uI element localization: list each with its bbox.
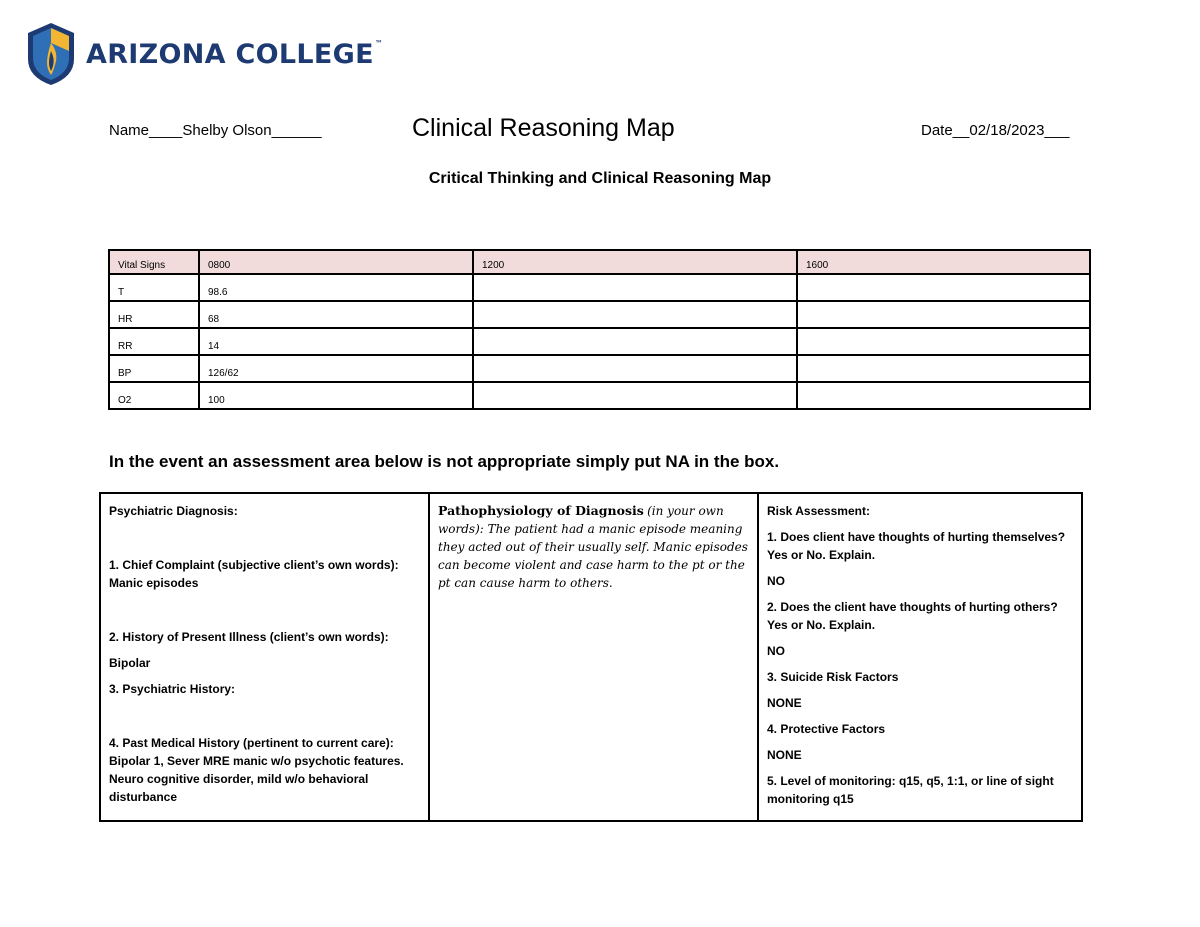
chief-complaint-value: Manic episodes (109, 576, 199, 590)
table-cell (473, 328, 797, 355)
pathophysiology-text: (in your own words): The patient had a manic episode meaning they acted out of their usually self. Manic episodes can become violent and case harm to the pt or the pt can cause harm to others. (438, 504, 748, 590)
header-row (0, 114, 1200, 148)
table-cell (797, 355, 1090, 382)
risk-question-3: 3. Suicide Risk Factors (767, 670, 899, 684)
past-medical-history-label: 4. Past Medical History (pertinent to current care): (109, 736, 394, 750)
past-medical-history-value: Bipolar 1, Sever MRE manic w/o psychotic features. Neuro cognitive disorder, mild w/o behavioral disturbance (109, 754, 404, 804)
table-cell: T (109, 274, 199, 301)
date-field: Date__02/18/2023___ (921, 122, 1070, 139)
table-cell (473, 355, 797, 382)
table-row (109, 328, 1090, 355)
table-cell (797, 328, 1090, 355)
table-cell (473, 382, 797, 409)
table-cell: 100 (199, 382, 473, 409)
risk-answer-2: NO (767, 644, 785, 658)
shield-flame-icon (26, 21, 76, 87)
table-cell: 14 (199, 328, 473, 355)
risk-answer-4: NONE (767, 748, 802, 762)
assessment-row (100, 493, 1082, 821)
table-cell (473, 274, 797, 301)
table-cell (797, 301, 1090, 328)
page-title: Clinical Reasoning Map (412, 114, 675, 142)
header-cell: 0800 (199, 250, 473, 274)
table-row (109, 301, 1090, 328)
pathophysiology-label: Pathophysiology of Diagnosis (438, 503, 644, 518)
risk-answer-1: NO (767, 574, 785, 588)
table-cell (797, 274, 1090, 301)
table-cell: 126/62 (199, 355, 473, 382)
header-cell: 1600 (797, 250, 1090, 274)
assessment-table (99, 492, 1083, 822)
table-row (109, 355, 1090, 382)
table-cell: 68 (199, 301, 473, 328)
logo-wordmark: ARIZONA COLLEGE™ (86, 38, 384, 70)
page-subtitle: Critical Thinking and Clinical Reasoning Map (428, 170, 772, 187)
risk-question-2: 2. Does the client have thoughts of hurting others? Yes or No. Explain. (767, 600, 1058, 632)
table-header-row (109, 250, 1090, 274)
table-cell (797, 382, 1090, 409)
chief-complaint-label: 1. Chief Complaint (subjective client’s own words): (109, 558, 399, 572)
risk-question-1: 1. Does client have thoughts of hurting themselves? Yes or No. Explain. (767, 530, 1066, 562)
risk-answer-3: NONE (767, 696, 802, 710)
table-cell (473, 301, 797, 328)
header-cell: 1200 (473, 250, 797, 274)
risk-question-5: 5. Level of monitoring: q15, q5, 1:1, or line of sight monitoring q15 (767, 774, 1054, 806)
risk-assessment-cell (758, 493, 1082, 821)
psychiatric-diagnosis-heading: Psychiatric Diagnosis: (109, 504, 238, 518)
psychiatric-history-label: 3. Psychiatric History: (109, 682, 236, 696)
psychiatric-diagnosis-cell (100, 493, 429, 821)
student-name: Name____Shelby Olson______ (109, 122, 322, 139)
hpi-label: 2. History of Present Illness (client’s own words): (109, 630, 389, 644)
table-cell: 98.6 (199, 274, 473, 301)
vital-signs-table (108, 249, 1091, 410)
na-instruction: In the event an assessment area below is not appropriate simply put NA in the box. (109, 452, 780, 471)
table-row (109, 274, 1090, 301)
risk-assessment-heading: Risk Assessment: (767, 504, 870, 518)
pathophysiology-cell (429, 493, 758, 821)
table-cell: O2 (109, 382, 199, 409)
header-cell: Vital Signs (109, 250, 199, 274)
table-cell: HR (109, 301, 199, 328)
arizona-college-logo (26, 20, 383, 88)
table-row (109, 382, 1090, 409)
risk-question-4: 4. Protective Factors (767, 722, 886, 736)
table-cell: RR (109, 328, 199, 355)
hpi-value: Bipolar (109, 656, 151, 670)
table-cell: BP (109, 355, 199, 382)
